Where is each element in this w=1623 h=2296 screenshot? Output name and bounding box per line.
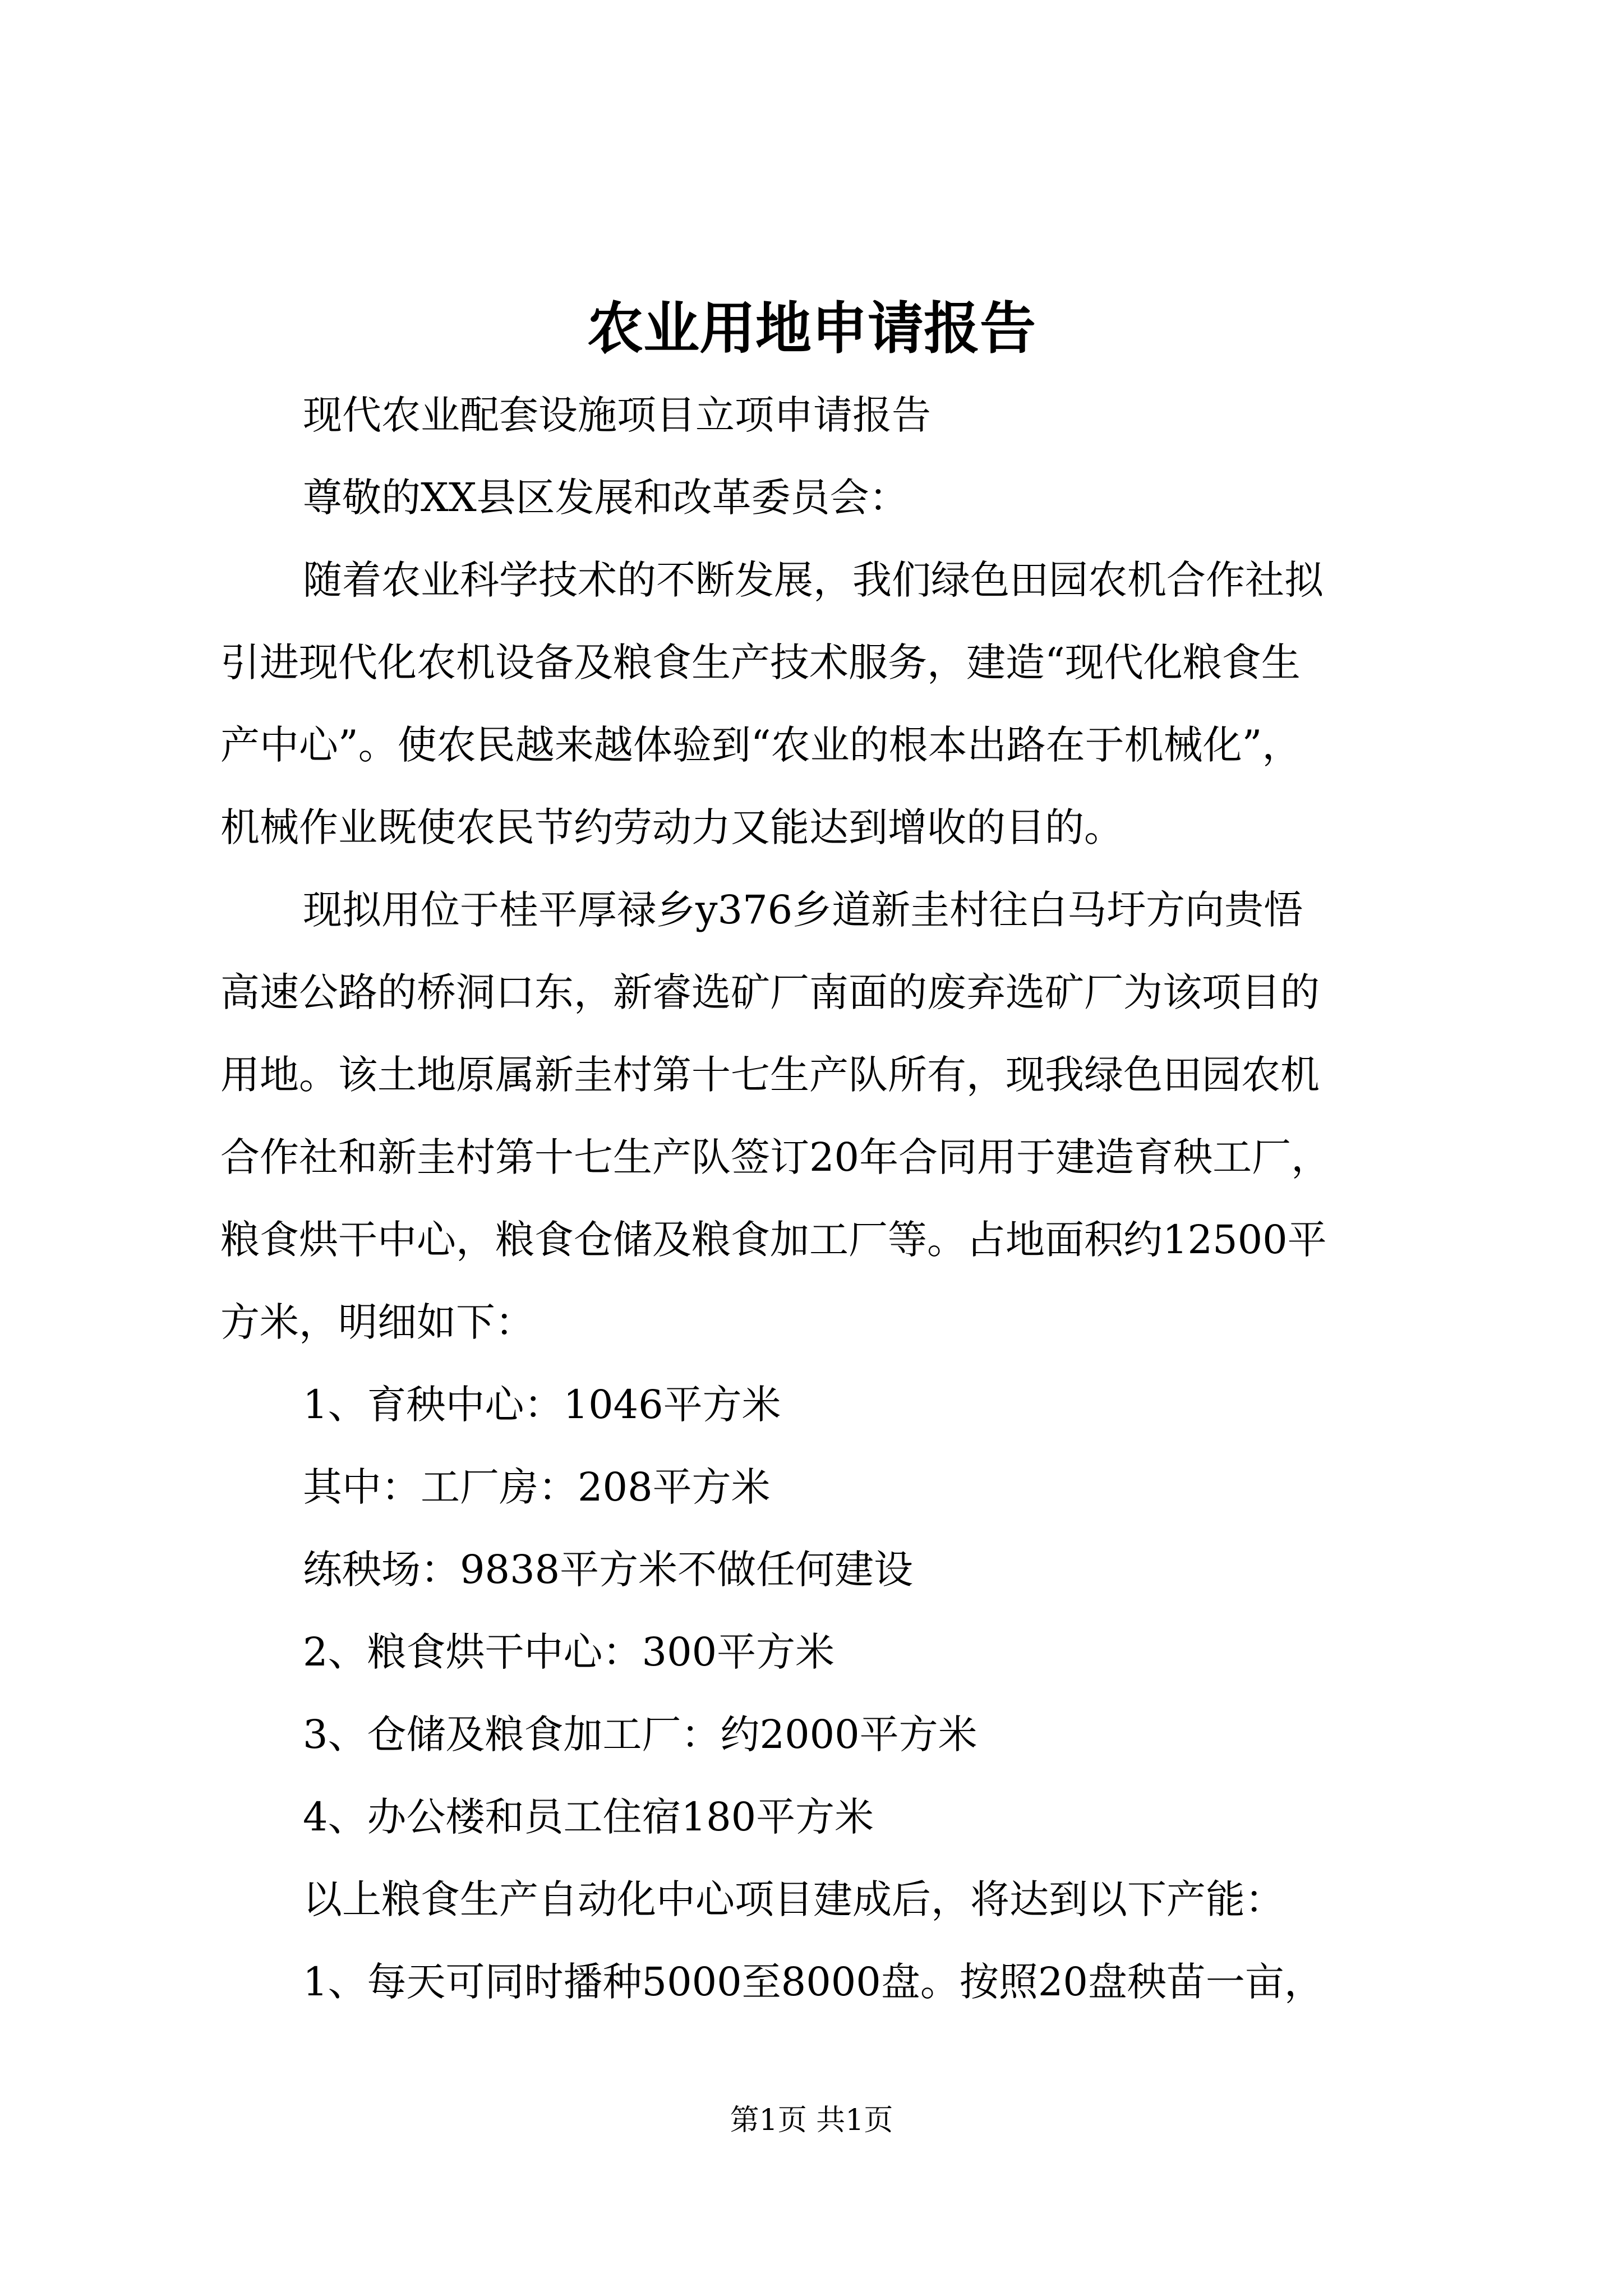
body-line: 粮食烘干中心，粮食仓储及粮食加工厂等。占地面积约12500平 — [220, 1217, 1327, 1263]
document-title: 农业用地申请报告 — [587, 295, 1036, 361]
body-line: 1、每天可同时播种5000至8000盘。按照20盘秧苗一亩， — [303, 1959, 1324, 2005]
page-footer: 第1页 共1页 — [730, 2104, 893, 2137]
list-item: 1、育秧中心：1046平方米 — [303, 1382, 781, 1428]
body-line: 高速公路的桥洞口东，新睿选矿厂南面的废弃选矿厂为该项目的 — [220, 969, 1320, 1015]
body-line: 产中心”。使农民越来越体验到“农业的根本出路在于机械化”， — [220, 722, 1302, 768]
list-item: 2、粮食烘干中心：300平方米 — [303, 1629, 835, 1675]
body-line: 以上粮食生产自动化中心项目建成后，将达到以下产能： — [303, 1876, 1284, 1922]
list-item: 其中：工厂房：208平方米 — [303, 1464, 771, 1510]
body-line: 随着农业科学技术的不断发展，我们绿色田园农机合作社拟 — [303, 557, 1324, 603]
list-item: 练秧场：9838平方米不做任何建设 — [303, 1547, 914, 1593]
body-line: 合作社和新圭村第十七生产队签订20年合同用于建造育秧工厂， — [220, 1134, 1331, 1180]
list-item: 3、仓储及粮食加工厂：约2000平方米 — [303, 1711, 978, 1757]
subtitle-line: 现代农业配套设施项目立项申请报告 — [303, 392, 931, 438]
list-item: 4、办公楼和员工住宿180平方米 — [303, 1794, 874, 1840]
body-line: 现拟用位于桂平厚禄乡y376乡道新圭村往白马圩方向贵悟 — [303, 887, 1303, 933]
body-line: 引进现代化农机设备及粮食生产技术服务，建造“现代化粮食生 — [220, 639, 1301, 685]
body-line: 用地。该土地原属新圭村第十七生产队所有，现我绿色田园农机 — [220, 1052, 1320, 1098]
salutation-line: 尊敬的XX县区发展和改革委员会： — [303, 475, 909, 521]
body-line: 方米，明细如下： — [220, 1299, 534, 1345]
body-line: 机械作业既使农民节约劳动力又能达到增收的目的。 — [220, 804, 1123, 850]
